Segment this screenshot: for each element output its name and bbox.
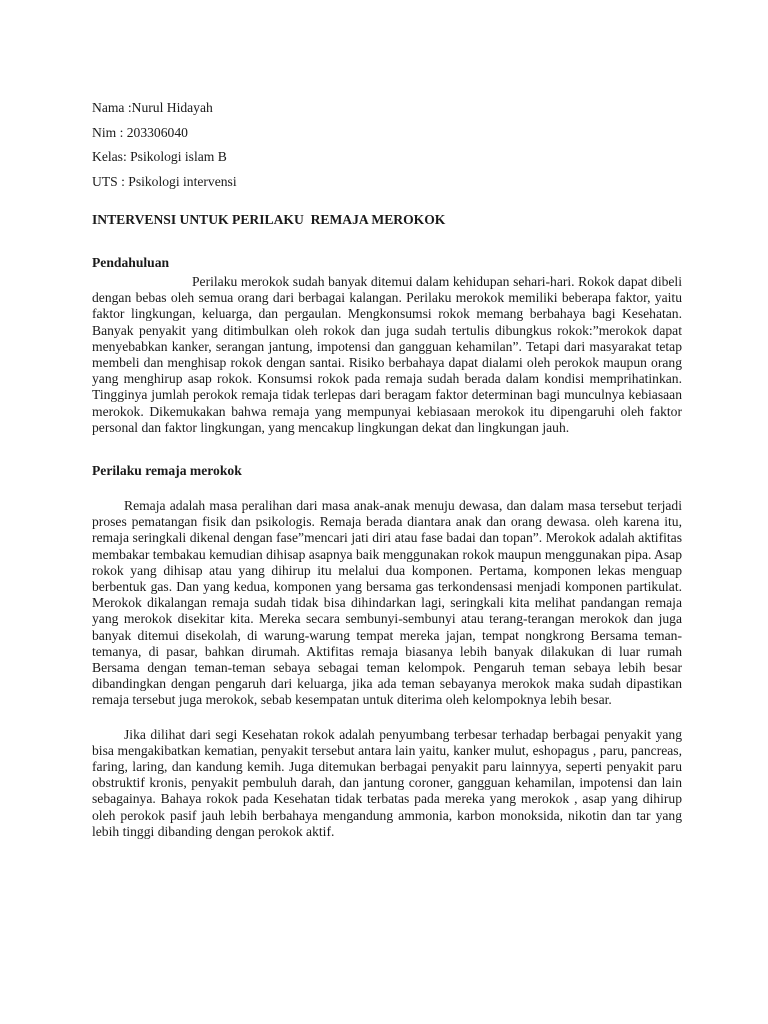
document-page xyxy=(92,96,682,840)
student-name: Nama :Nurul Hidayah xyxy=(92,100,213,115)
paragraph-pendahuluan: Perilaku merokok sudah banyak ditemui dalam kehidupan sehari-hari. Rokok dapat dibeli dengan bebas oleh semua orang dari berbagai kalangan. Perilaku merokok memiliki beberapa faktor, yaitu faktor lingkungan, keluarga, dan pergaulan. Mengkonsumsi rokok memang berbahaya bagi Kesehatan. Banyak penyakit yang ditimbulkan oleh rokok dan juga sudah tertulis dibungkus rokok:”merokok dapat menyebabkan kanker, serangan jantung, impotensi dan gangguan kehamilan”. Tetapi dari masyarakat tetap membeli dan menghisap rokok dengan santai. Risiko berbahaya dapat dialami oleh perokok maupun orang yang menghirup asap rokok. Konsumsi rokok pada remaja sudah berada dalam kondisi memprihatinkan. Tingginya jumlah perokok remaja tidak terlepas dari beragam faktor determinan bagi munculnya kebiasaan merokok. Dikemukakan bahwa remaja yang mempunyai kebiasaan merokok itu dipengaruhi oleh faktor personal dan faktor lingkungan, yang mencakup lingkungan dekat dan lingkungan jauh. xyxy=(92,274,682,435)
student-nim: Nim : 203306040 xyxy=(92,124,188,140)
student-class: Kelas: Psikologi islam B xyxy=(92,149,227,164)
exam-subject: UTS : Psikologi intervensi xyxy=(92,173,237,189)
section-heading-perilaku-remaja-merokok: Perilaku remaja merokok xyxy=(92,463,242,479)
section-heading-pendahuluan: Pendahuluan xyxy=(92,255,170,270)
document-title: INTERVENSI UNTUK PERILAKU REMAJA MEROKOK xyxy=(92,212,446,227)
paragraph-perilaku-remaja-1: Remaja adalah masa peralihan dari masa anak-anak menuju dewasa, dan dalam masa tersebut terjadi proses pematangan fisik dan psikologis. Remaja berada diantara anak dan orang dewasa. oleh karena itu, remaja seringkali dikenal dengan fase”mencari jati diri atau fase badai dan topan”. Merokok adalah aktifitas membakar tembakau kemudian dihisap asapnya baik menggunakan rokok maupun menggunakan pipa. Asap rokok yang dihisap atau yang dihirup itu melalui dua komponen. Pertama, komponen lekas menguap berbentuk gas. Dan yang kedua, komponen yang bersama gas terkondensasi menjadi komponen partikulat. Merokok dikalangan remaja sudah tidak bisa dihindarkan lagi, seringkali kita melihat pandangan remaja yang merokok disekitar kita. Mereka secara sembunyi-sembunyi atau terang-terangan merokok dan juga banyak ditemui disekolah, di warung-warung tempat mereka jajan, tempat nongkrong Bersama teman-temanya, di pasar, bahkan dirumah. Aktifitas remaja biasanya lebih banyak dilakukan di luar rumah Bersama dengan teman-teman sebaya sebagai teman kelompok. Pengaruh teman sebaya lebih besar dibandingkan dengan pengaruh dari keluarga, jika ada teman sebayanya merokok maka sudah dipastikan remaja tersebut juga merokok, sebab kesempatan untuk diterima oleh kelompoknya lebih besar. xyxy=(92,498,682,708)
paragraph-perilaku-remaja-2: Jika dilihat dari segi Kesehatan rokok adalah penyumbang terbesar terhadap berbagai penyakit yang bisa mengakibatkan kematian, penyakit tersebut antara lain yaitu, kanker mulut, eshopagus , paru, pancreas, faring, laring, dan kandung kemih. Juga ditemukan berbagai penyakit paru lainnyya, seperti penyakit paru obstruktif kronis, penyakit pembuluh darah, dan jantung coroner, gangguan kehamilan, impotensi dan lain sebagainya. Bahaya rokok pada Kesehatan tidak terbatas pada mereka yang merokok , asap yang dihirup oleh perokok pasif jauh lebih berbahaya mengandung ammonia, karbon monoksida, nikotin dan tar yang lebih tinggi dibanding dengan perokok aktif. xyxy=(92,726,682,839)
